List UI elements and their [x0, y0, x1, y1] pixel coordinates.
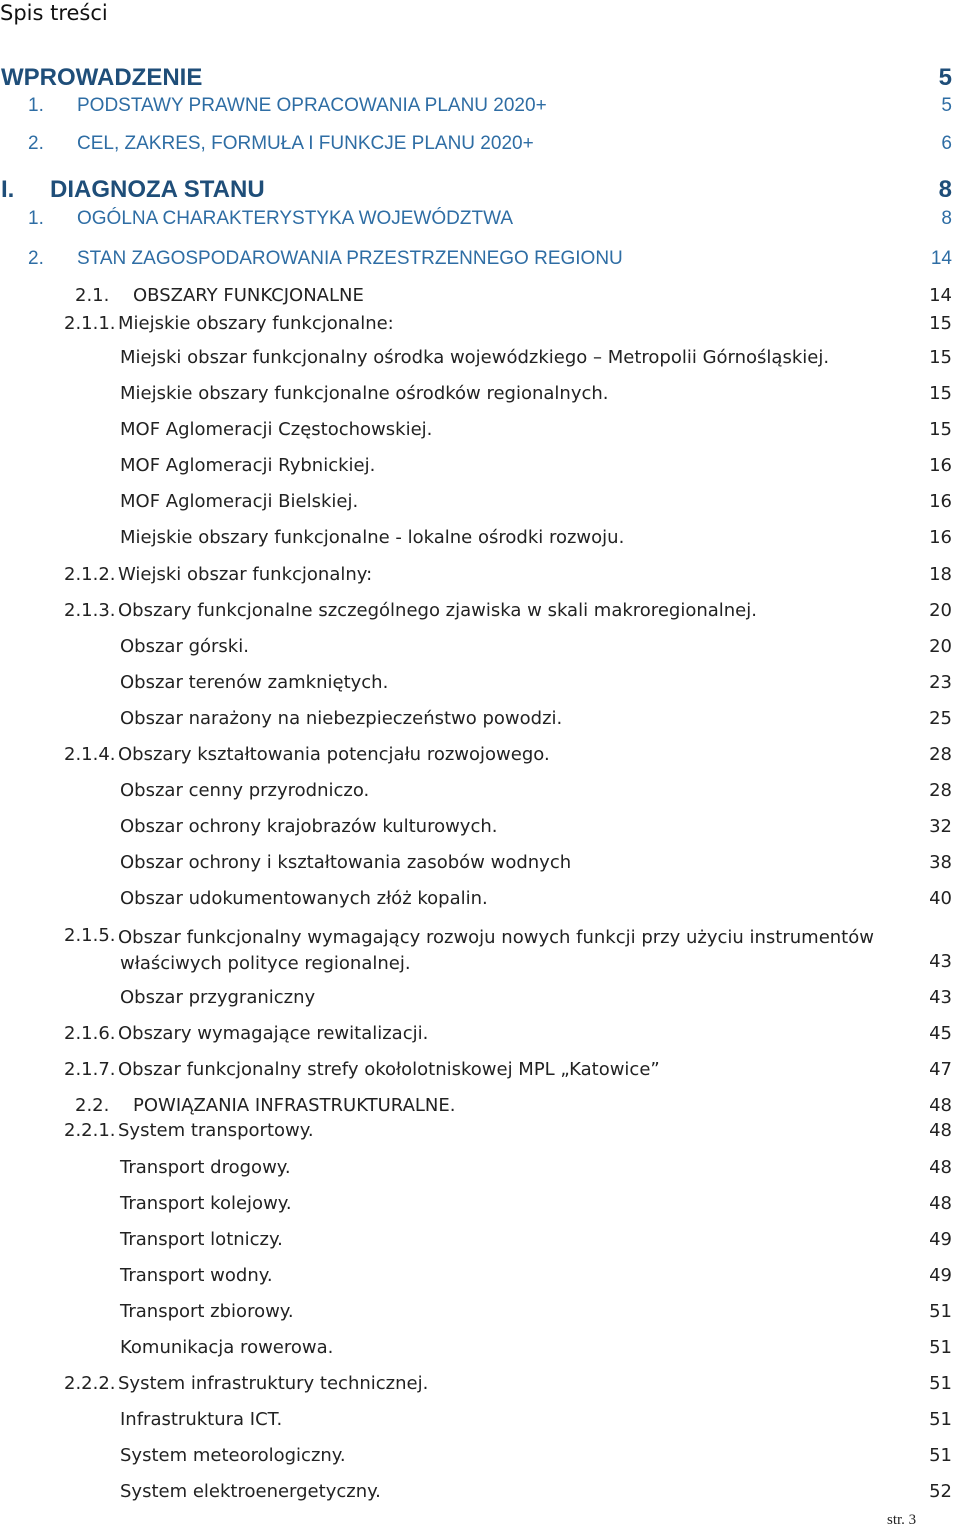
toc-entry-title: Transport lotniczy.: [120, 1229, 283, 1250]
toc-entry[interactable]: [0, 347, 960, 375]
toc-entry[interactable]: [0, 285, 960, 313]
toc-entry-page: 51: [929, 1373, 952, 1394]
toc-entry[interactable]: [0, 1157, 960, 1185]
toc-entry-page: 20: [929, 636, 952, 657]
toc-entry-number: 2.1.7.: [64, 1059, 116, 1080]
toc-entry-title: Obszar narażony na niebezpieczeństwo powodzi.: [120, 708, 563, 729]
toc-entry-number: 1.: [28, 95, 44, 116]
toc-entry-title: Komunikacja rowerowa.: [120, 1337, 334, 1358]
toc-entry[interactable]: [0, 744, 960, 772]
toc-entry[interactable]: [0, 672, 960, 700]
toc-entry[interactable]: [0, 208, 960, 236]
toc-entry-page: 15: [929, 347, 952, 368]
toc-entry[interactable]: [0, 1445, 960, 1473]
toc-entry-page: 48: [929, 1095, 952, 1116]
toc-entry-page: 16: [929, 491, 952, 512]
toc-entry[interactable]: [0, 708, 960, 736]
page-number-footer: str. 3: [887, 1512, 917, 1528]
toc-entry-page: 6: [941, 133, 952, 154]
toc-entry-page: 48: [929, 1193, 952, 1214]
toc-entry-page: 51: [929, 1301, 952, 1322]
toc-entry[interactable]: [0, 455, 960, 483]
toc-entry-page: 48: [929, 1120, 952, 1141]
toc-entry-title: PODSTAWY PRAWNE OPRACOWANIA PLANU 2020+: [77, 95, 547, 116]
toc-entry-title: STAN ZAGOSPODAROWANIA PRZESTRZENNEGO REGIONU: [77, 248, 623, 269]
toc-entry-title: System transportowy.: [118, 1120, 314, 1141]
toc-entry[interactable]: [0, 383, 960, 411]
toc-entry[interactable]: [0, 491, 960, 519]
toc-entry-title: Obszar ochrony krajobrazów kulturowych.: [120, 816, 498, 837]
toc-entry[interactable]: [0, 64, 960, 92]
toc-entry-title: Obszar funkcjonalny strefy okołolotniskowej MPL „Katowice”: [118, 1059, 660, 1080]
toc-entry-title: POWIĄZANIA INFRASTRUKTURALNE.: [133, 1095, 456, 1116]
toc-entry-page: 32: [929, 816, 952, 837]
toc-entry[interactable]: [0, 564, 960, 592]
toc-entry-page: 18: [929, 564, 952, 585]
toc-entry-title: DIAGNOZA STANU: [50, 176, 265, 203]
toc-entry-page: 28: [929, 780, 952, 801]
toc-entry-number: 2.1.5.: [64, 925, 116, 946]
toc-entry-page: 51: [929, 1445, 952, 1466]
toc-entry-number: I.: [1, 176, 15, 203]
toc-entry-title: Wiejski obszar funkcjonalny:: [118, 564, 373, 585]
toc-entry-page: 14: [929, 285, 952, 306]
toc-entry-page: 48: [929, 1157, 952, 1178]
toc-entry-page: 51: [929, 1337, 952, 1358]
toc-entry[interactable]: [0, 816, 960, 844]
toc-entry-title: Obszar funkcjonalny wymagający rozwoju nowych funkcji przy użyciu instrumentów: [118, 927, 874, 948]
toc-entry[interactable]: [0, 1120, 960, 1148]
toc-entry-number: 2.1.1.: [64, 313, 116, 334]
toc-entry-page: 20: [929, 600, 952, 621]
toc-entry-number: 2.1.: [75, 285, 110, 306]
toc-entry-title: MOF Aglomeracji Bielskiej.: [120, 491, 359, 512]
toc-entry[interactable]: [0, 1481, 960, 1509]
toc-entry-page: 43: [929, 987, 952, 1008]
toc-entry[interactable]: [0, 419, 960, 447]
page-title: Spis treści: [0, 1, 108, 25]
toc-entry-title: Miejski obszar funkcjonalny ośrodka wojewódzkiego – Metropolii Górnośląskiej.: [120, 347, 830, 368]
toc-entry-page: 43: [929, 951, 952, 972]
toc-entry-page: 5: [938, 64, 952, 91]
toc-entry[interactable]: [0, 1193, 960, 1221]
toc-entry-title: System elektroenergetyczny.: [120, 1481, 381, 1502]
toc-entry[interactable]: [0, 1301, 960, 1329]
toc-entry-number: WPROWADZENIE: [1, 64, 203, 91]
toc-entry-number: 2.1.4.: [64, 744, 116, 765]
toc-entry-title: Obszar przygraniczny: [120, 987, 316, 1008]
toc-entry-page: 16: [929, 455, 952, 476]
toc-entry[interactable]: [0, 780, 960, 808]
toc-entry-number: 2.: [28, 133, 44, 154]
toc-entry-number: 2.2.1.: [64, 1120, 116, 1141]
toc-entry-title: Transport zbiorowy.: [120, 1301, 294, 1322]
toc-entry-title: Transport drogowy.: [120, 1157, 291, 1178]
toc-entry[interactable]: [0, 987, 960, 1015]
toc-entry-page: 14: [930, 248, 952, 269]
toc-entry-title: Obszar cenny przyrodniczo.: [120, 780, 370, 801]
toc-entry-page: 49: [929, 1229, 952, 1250]
toc-entry-number: 1.: [28, 208, 44, 229]
toc-entry-page: 5: [941, 95, 952, 116]
toc-entry-title: System meteorologiczny.: [120, 1445, 346, 1466]
toc-entry-title: Obszar górski.: [120, 636, 249, 657]
toc-entry-title: System infrastruktury technicznej.: [118, 1373, 429, 1394]
toc-entry[interactable]: [0, 925, 960, 974]
toc-entry-page: 16: [929, 527, 952, 548]
toc-entry[interactable]: [0, 133, 960, 161]
toc-entry[interactable]: [0, 248, 960, 276]
toc-entry[interactable]: [0, 1229, 960, 1257]
toc-entry-page: 15: [929, 419, 952, 440]
toc-entry-title: Miejskie obszary funkcjonalne - lokalne ośrodki rozwoju.: [120, 527, 625, 548]
toc-entry-page: 25: [929, 708, 952, 729]
toc-entry[interactable]: [0, 527, 960, 555]
toc-entry[interactable]: [0, 1373, 960, 1401]
toc-entry[interactable]: [0, 1023, 960, 1051]
toc-entry-page: 28: [929, 744, 952, 765]
toc-entry[interactable]: [0, 1337, 960, 1365]
toc-entry-number: 2.1.3.: [64, 600, 116, 621]
toc-entry-page: 49: [929, 1265, 952, 1286]
toc-entry-title: Miejskie obszary funkcjonalne ośrodków regionalnych.: [120, 383, 609, 404]
toc-entry-title: CEL, ZAKRES, FORMUŁA I FUNKCJE PLANU 2020+: [77, 133, 534, 154]
toc-entry[interactable]: [0, 852, 960, 880]
toc-entry-number: 2.1.2.: [64, 564, 116, 585]
toc-entry[interactable]: [0, 636, 960, 664]
toc-entry-title: Obszary funkcjonalne szczególnego zjawiska w skali makroregionalnej.: [118, 600, 757, 621]
toc-entry-page: 45: [929, 1023, 952, 1044]
toc-entry-page: 23: [929, 672, 952, 693]
toc-entry[interactable]: [0, 888, 960, 916]
toc-entry-number: 2.: [28, 248, 44, 269]
toc-entry-title: MOF Aglomeracji Częstochowskiej.: [120, 419, 433, 440]
toc-entry-title: Obszary wymagające rewitalizacji.: [118, 1023, 429, 1044]
toc-entry-page: 38: [929, 852, 952, 873]
toc-entry-page: 47: [929, 1059, 952, 1080]
toc-entry[interactable]: [0, 1409, 960, 1437]
toc-entry[interactable]: [0, 313, 960, 341]
toc-entry-title: Infrastruktura ICT.: [120, 1409, 283, 1430]
toc-entry-page: 52: [929, 1481, 952, 1502]
toc-entry[interactable]: [0, 1059, 960, 1087]
toc-entry-title: Obszary kształtowania potencjału rozwojowego.: [118, 744, 550, 765]
toc-entry-title: OBSZARY FUNKCJONALNE: [133, 285, 364, 306]
toc-entry-title: Obszar ochrony i kształtowania zasobów wodnych: [120, 852, 572, 873]
toc-entry-title: OGÓLNA CHARAKTERYSTYKA WOJEWÓDZTWA: [77, 208, 513, 229]
toc-entry[interactable]: [0, 600, 960, 628]
toc-entry-page: 40: [929, 888, 952, 909]
toc-entry-page: 51: [929, 1409, 952, 1430]
toc-entry-page: 15: [929, 313, 952, 334]
toc-entry-number: 2.2.: [75, 1095, 110, 1116]
toc-entry-title: Miejskie obszary funkcjonalne:: [118, 313, 394, 334]
toc-entry-number: 2.1.6.: [64, 1023, 116, 1044]
toc-entry-title-continued: właściwych polityce regionalnej.: [120, 953, 411, 974]
toc-entry[interactable]: [0, 176, 960, 204]
toc-entry-page: 8: [938, 176, 952, 203]
toc-entry-page: 8: [941, 208, 952, 229]
toc-entry[interactable]: [0, 1265, 960, 1293]
toc-entry[interactable]: [0, 95, 960, 123]
toc-entry-page: 15: [929, 383, 952, 404]
toc-entry-title: Obszar udokumentowanych złóż kopalin.: [120, 888, 488, 909]
toc-entry-title: Obszar terenów zamkniętych.: [120, 672, 389, 693]
toc-entry-title: Transport wodny.: [120, 1265, 273, 1286]
toc-entry[interactable]: [0, 1095, 960, 1123]
toc-entry-number: 2.2.2.: [64, 1373, 116, 1394]
toc-entry-title: MOF Aglomeracji Rybnickiej.: [120, 455, 376, 476]
toc-entry-title: Transport kolejowy.: [120, 1193, 292, 1214]
